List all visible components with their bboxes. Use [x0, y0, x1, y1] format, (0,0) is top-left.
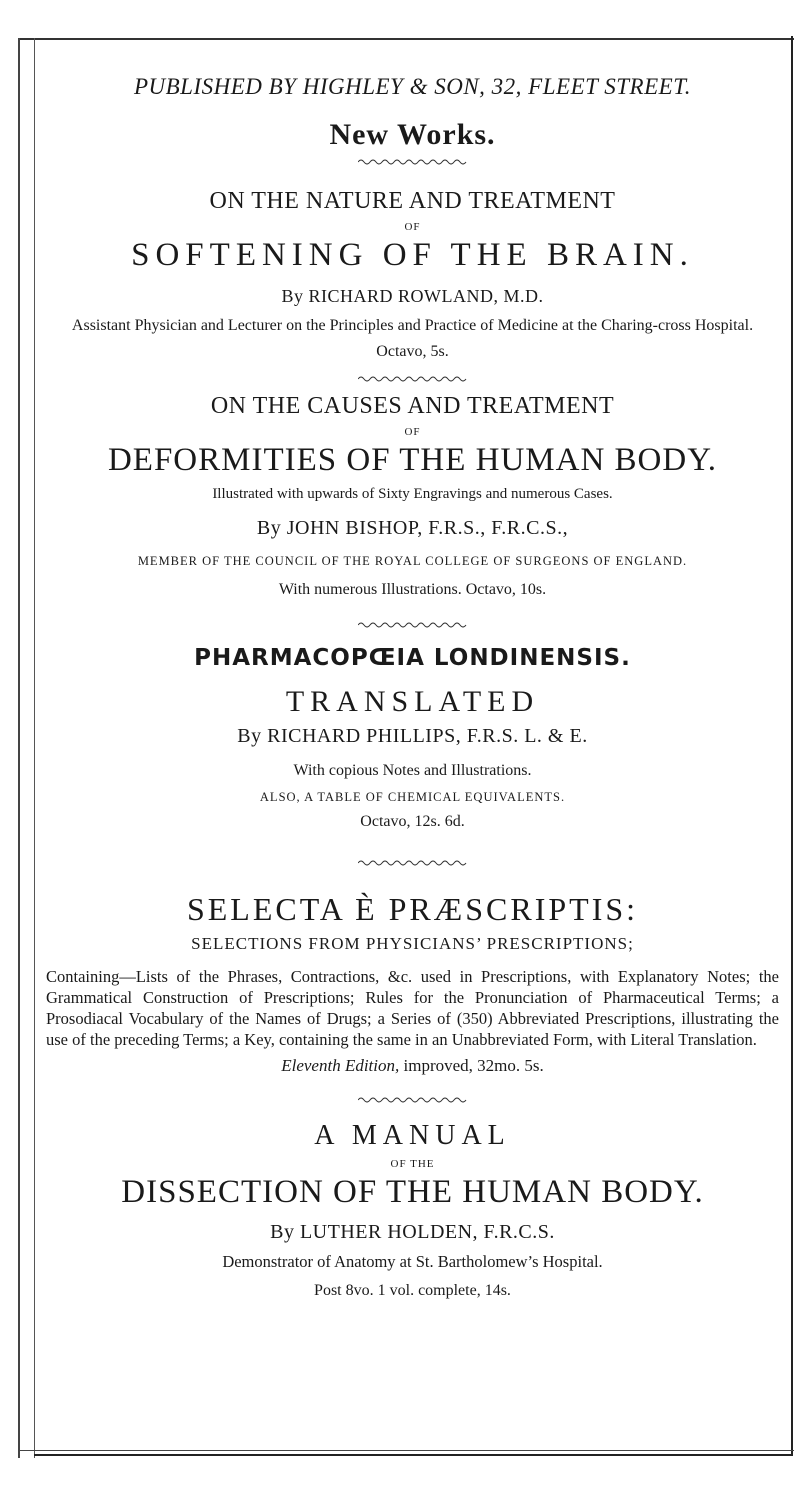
book-title-line: ON THE NATURE AND TREATMENT: [209, 188, 616, 214]
border-left-outer: [18, 38, 20, 1458]
bottom-rule: [18, 1450, 794, 1451]
advertisement-page: [36, 40, 789, 1300]
ornament-divider: [358, 158, 468, 166]
book-author: By LUTHER HOLDEN, F.R.C.S.: [270, 1221, 555, 1243]
book-entry-pharmacopoeia: [36, 645, 789, 831]
author-affiliation: MEMBER OF THE COUNCIL OF THE ROYAL COLLEGE OF SURGEONS OF ENGLAND.: [137, 554, 688, 568]
book-notes: With copious Notes and Illustrations.: [293, 762, 532, 779]
author-description: Demonstrator of Anatomy at St. Bartholomew’s Hospital.: [222, 1252, 603, 1271]
book-title-of: OF: [404, 221, 421, 233]
book-contents: Containing—Lists of the Phrases, Contractions, &c. used in Prescriptions, with Explanatory Notes; the Grammatical Construction of Prescriptions; Rules for the Pronunciation of Pharmaceutical Terms; a Prosodiacal Vocabulary of the Names of Drugs; a Series of (350) Abbreviated Prescriptions, illustrating the use of the preceding Terms; a Key, containing the same in an Unabbreviated Form, with Literal Translation.: [46, 967, 779, 1049]
book-entry-deformities: [36, 393, 789, 599]
book-format: With numerous Illustrations. Octavo, 10s.: [278, 581, 547, 598]
book-illustration-note: Illustrated with upwards of Sixty Engravings and numerous Cases.: [212, 486, 613, 502]
author-description: Assistant Physician and Lecturer on the Principles and Practice of Medicine at the Charing-cross Hospital.: [71, 317, 754, 334]
book-entry-dissection: [36, 1120, 789, 1300]
publisher-header: PUBLISHED BY HIGHLEY & SON, 32, FLEET STREET.: [133, 74, 692, 99]
edition-details: improved, 32mo. 5s.: [399, 1056, 544, 1075]
book-also: ALSO, A TABLE OF CHEMICAL EQUIVALENTS.: [259, 790, 566, 804]
book-author: By JOHN BISHOP, F.R.S., F.R.C.S.,: [256, 517, 569, 539]
book-title-main: DEFORMITIES OF THE HUMAN BODY.: [107, 442, 718, 478]
book-entry-selecta: [36, 891, 789, 1076]
book-subtitle: SELECTIONS FROM PHYSICIANS’ PRESCRIPTIONS;: [191, 934, 634, 953]
ornament-divider: [358, 1096, 468, 1104]
book-title-line: A MANUAL: [314, 1120, 511, 1151]
book-author: By RICHARD PHILLIPS, F.R.S. L. & E.: [237, 725, 588, 747]
book-title-main: PHARMACOPŒIA LONDINENSIS.: [194, 645, 631, 671]
book-author: By RICHARD ROWLAND, M.D.: [281, 286, 544, 306]
book-title-main: DISSECTION OF THE HUMAN BODY.: [121, 1174, 704, 1210]
book-format: Octavo, 12s. 6d.: [360, 813, 465, 830]
book-title-main: SOFTENING OF THE BRAIN.: [131, 237, 694, 273]
edition-label: Eleventh Edition,: [281, 1056, 400, 1075]
book-title-translated: TRANSLATED: [285, 685, 540, 718]
book-title-line: ON THE CAUSES AND TREATMENT: [210, 393, 615, 419]
book-format: Octavo, 5s.: [376, 343, 449, 360]
section-title: New Works.: [329, 118, 496, 151]
ornament-divider: [358, 375, 468, 383]
book-entry-softening-brain: [36, 188, 789, 361]
ornament-divider: [358, 859, 468, 867]
book-title-of: OF: [404, 426, 421, 438]
book-title-main: SELECTA È PRÆSCRIPTIS:: [186, 891, 639, 927]
book-format: Post 8vo. 1 vol. complete, 14s.: [314, 1282, 511, 1299]
book-title-of: OF THE: [390, 1158, 435, 1170]
book-edition: [36, 1056, 789, 1076]
ornament-divider: [358, 621, 468, 629]
